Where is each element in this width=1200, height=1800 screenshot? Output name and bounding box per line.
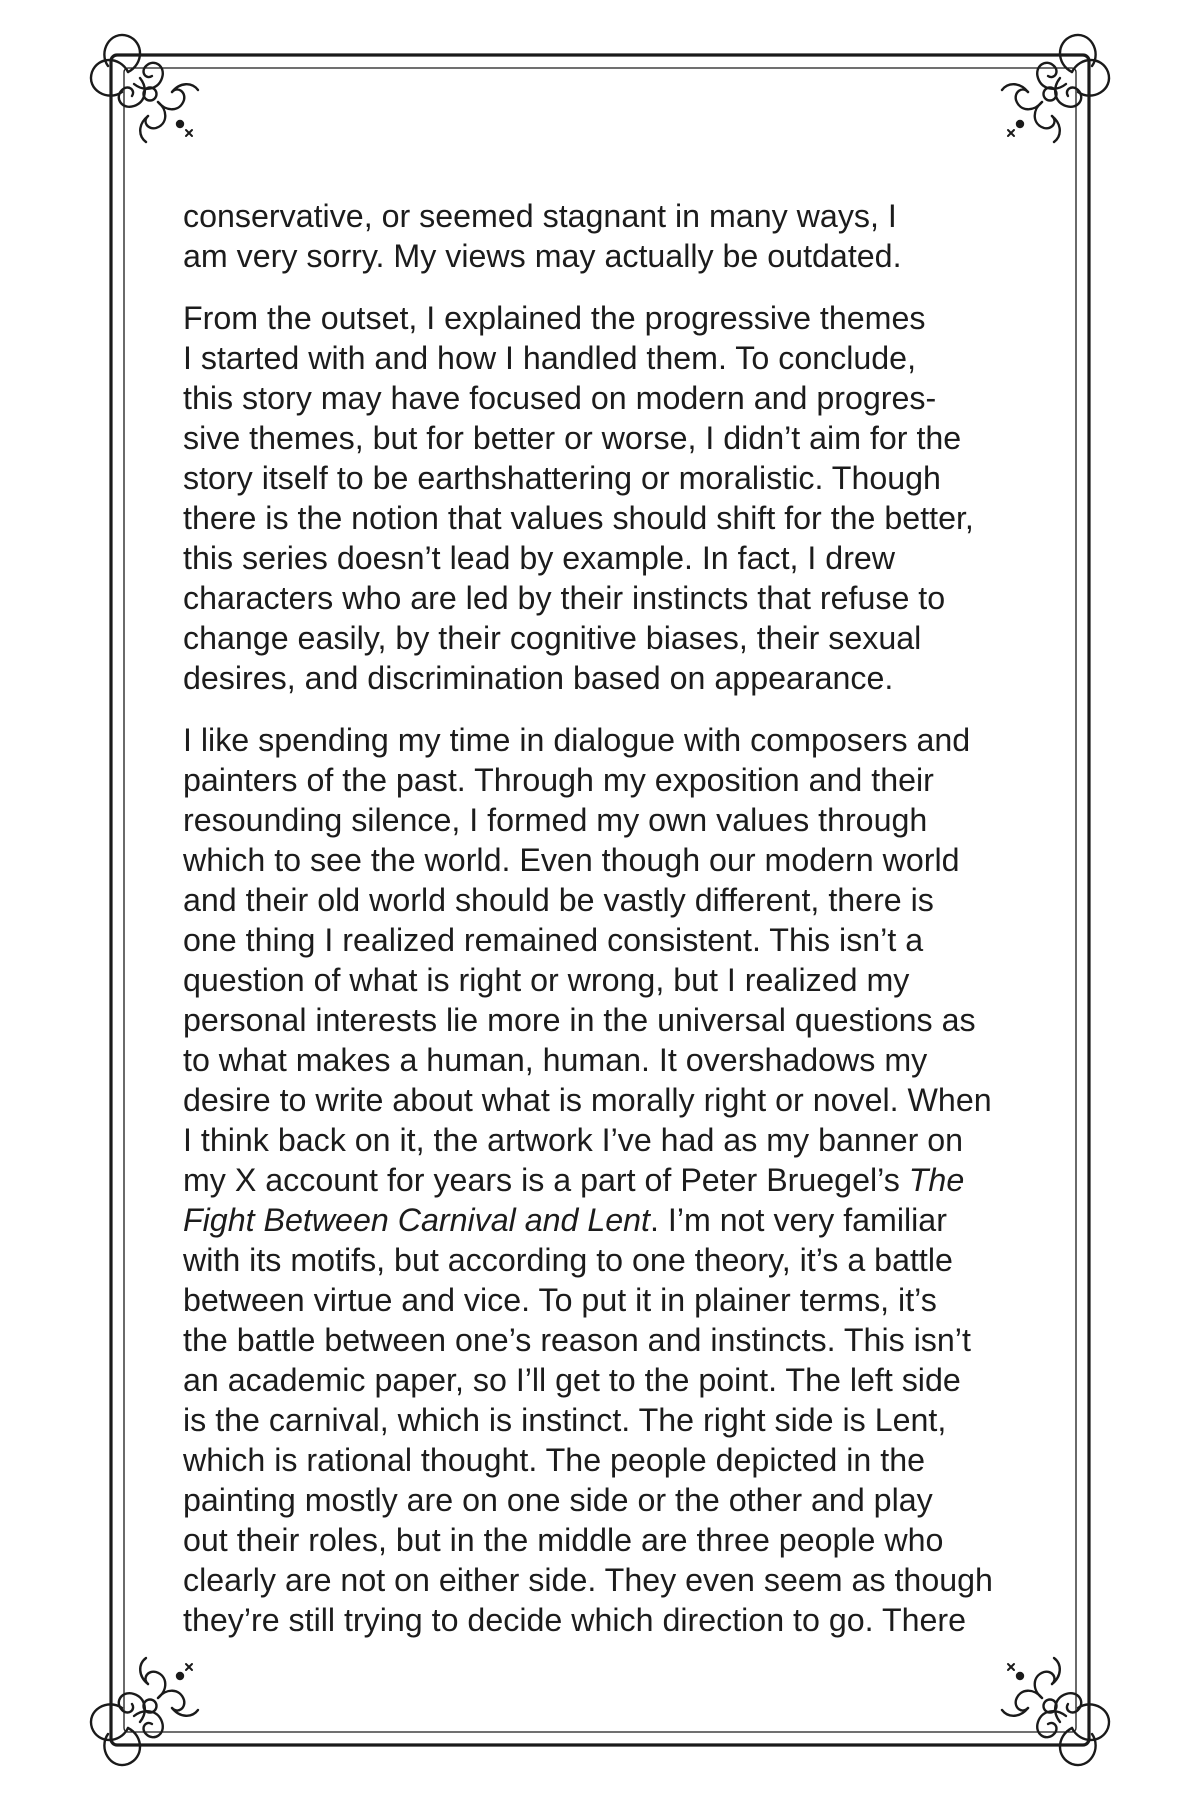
line-text: the battle between one’s reason and instincts. This isn’t xyxy=(183,1322,971,1358)
line-text: personal interests lie more in the universal questions as xyxy=(183,1002,976,1038)
text-line xyxy=(183,1120,1063,1160)
text-line xyxy=(183,1360,1063,1400)
line-text: change easily, by their cognitive biases, their sexual xyxy=(183,620,922,656)
line-text: . I’m not very familiar xyxy=(650,1202,947,1238)
italic-title-text: The xyxy=(908,1162,965,1198)
line-text: characters who are led by their instincts that refuse to xyxy=(183,580,946,616)
italic-title-text: Fight Between Carnival and Lent xyxy=(183,1202,651,1238)
text-line xyxy=(183,1560,1063,1600)
text-line xyxy=(183,1440,1063,1480)
text-line xyxy=(183,1240,1063,1280)
text-line xyxy=(183,920,1063,960)
text-line xyxy=(183,960,1063,1000)
text-line xyxy=(183,298,1063,338)
text-line xyxy=(183,1480,1063,1520)
text-line xyxy=(183,618,1063,658)
text-line xyxy=(183,840,1063,880)
paragraph xyxy=(183,196,1063,276)
line-text: and their old world should be vastly different, there is xyxy=(183,882,934,918)
line-text: desire to write about what is morally right or novel. When xyxy=(183,1082,992,1118)
text-line xyxy=(183,378,1063,418)
text-line xyxy=(183,1600,1063,1640)
paragraph xyxy=(183,298,1063,698)
line-text: out their roles, but in the middle are three people who xyxy=(183,1522,944,1558)
line-text: question of what is right or wrong, but I realized my xyxy=(183,962,910,998)
line-text: am very sorry. My views may actually be outdated. xyxy=(183,238,902,274)
line-text: I think back on it, the artwork I’ve had as my banner on xyxy=(183,1122,964,1158)
text-line xyxy=(183,578,1063,618)
line-text: I like spending my time in dialogue with composers and xyxy=(183,722,971,758)
line-text: story itself to be earthshattering or moralistic. Though xyxy=(183,460,941,496)
line-text: painters of the past. Through my exposition and their xyxy=(183,762,934,798)
corner-ornament-top-left xyxy=(91,35,198,142)
line-text: From the outset, I explained the progressive themes xyxy=(183,300,926,336)
corner-ornament-bottom-left xyxy=(91,1658,198,1765)
line-text: my X account for years is a part of Peter Bruegel’s xyxy=(183,1162,909,1198)
text-line xyxy=(183,338,1063,378)
text-line xyxy=(183,418,1063,458)
line-text: they’re still trying to decide which direction to go. There xyxy=(183,1602,967,1638)
line-text: one thing I realized remained consistent. This isn’t a xyxy=(183,922,924,958)
body-text xyxy=(183,196,1063,1662)
line-text: an academic paper, so I’ll get to the point. The left side xyxy=(183,1362,961,1398)
text-line xyxy=(183,1400,1063,1440)
text-line xyxy=(183,1320,1063,1360)
line-text: painting mostly are on one side or the other and play xyxy=(183,1482,933,1518)
text-line xyxy=(183,1520,1063,1560)
line-text: sive themes, but for better or worse, I didn’t aim for the xyxy=(183,420,962,456)
line-text: between virtue and vice. To put it in plainer terms, it’s xyxy=(183,1282,937,1318)
text-line xyxy=(183,720,1063,760)
text-line xyxy=(183,1040,1063,1080)
line-text: desires, and discrimination based on appearance. xyxy=(183,660,894,696)
corner-ornament-top-right xyxy=(1002,35,1109,142)
text-line xyxy=(183,1000,1063,1040)
line-text: clearly are not on either side. They even seem as though xyxy=(183,1562,993,1598)
line-text: which is rational thought. The people depicted in the xyxy=(183,1442,926,1478)
line-text: with its motifs, but according to one theory, it’s a battle xyxy=(183,1242,953,1278)
text-line xyxy=(183,1080,1063,1120)
text-line xyxy=(183,880,1063,920)
paragraph xyxy=(183,720,1063,1640)
line-text: I started with and how I handled them. To conclude, xyxy=(183,340,917,376)
corner-ornament-bottom-right xyxy=(1002,1658,1109,1765)
line-text: resounding silence, I formed my own values through xyxy=(183,802,928,838)
line-text: there is the notion that values should shift for the better, xyxy=(183,500,974,536)
text-line xyxy=(183,458,1063,498)
text-line xyxy=(183,498,1063,538)
text-line xyxy=(183,196,1063,236)
line-text: to what makes a human, human. It overshadows my xyxy=(183,1042,928,1078)
line-text: is the carnival, which is instinct. The right side is Lent, xyxy=(183,1402,947,1438)
line-text: this story may have focused on modern and progres- xyxy=(183,380,937,416)
text-line xyxy=(183,1160,1063,1200)
text-line xyxy=(183,658,1063,698)
text-line xyxy=(183,1200,1063,1240)
line-text: which to see the world. Even though our modern world xyxy=(183,842,960,878)
line-text: this series doesn’t lead by example. In fact, I drew xyxy=(183,540,896,576)
text-line xyxy=(183,760,1063,800)
text-line xyxy=(183,236,1063,276)
text-line xyxy=(183,538,1063,578)
line-text: conservative, or seemed stagnant in many ways, I xyxy=(183,198,897,234)
text-line xyxy=(183,800,1063,840)
text-line xyxy=(183,1280,1063,1320)
